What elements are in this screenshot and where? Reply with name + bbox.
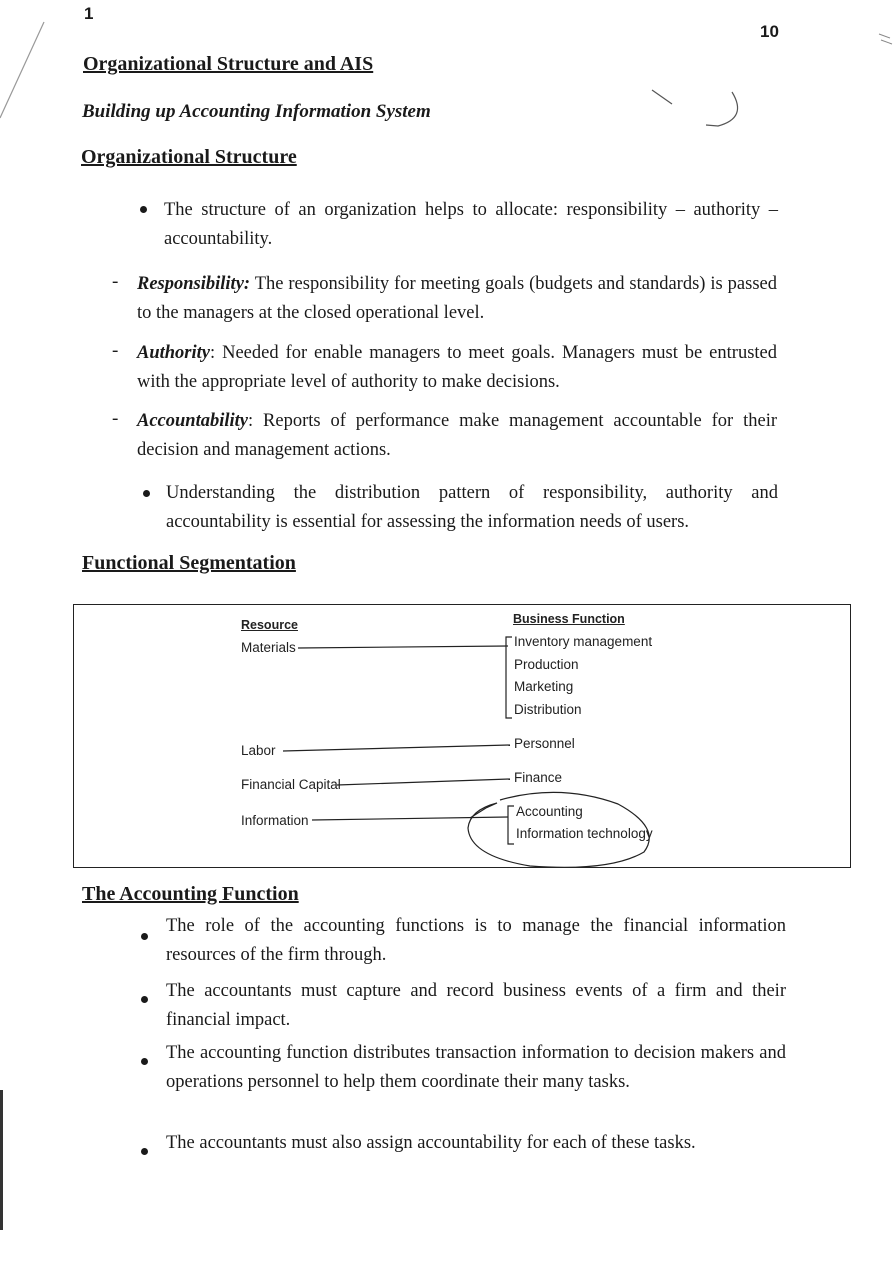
understanding-bullet: Understanding the distribution pattern of responsibility, authority and accountability is essential for assessing the information needs of users.: [166, 483, 778, 532]
responsibility-term: Responsibility:: [137, 274, 251, 294]
resource-information: Information: [241, 813, 309, 828]
section-heading-accounting-function: The Accounting Function: [82, 883, 299, 905]
business-function-header: Business Function: [513, 612, 625, 626]
structure-bullet: The structure of an organization helps to allocate: responsibility – authority – accountability.: [164, 200, 778, 249]
accounting-bullet-3: The accounting function distributes transaction information to decision makers and operations personnel to help them coordinate their many tasks.: [166, 1043, 786, 1092]
function-information-technology: Information technology: [516, 826, 653, 841]
function-production: Production: [514, 657, 579, 672]
function-inventory-management: Inventory management: [514, 634, 653, 649]
bullet-icon: [141, 1148, 148, 1155]
authority-text: : Needed for enable managers to meet goals. Managers must be entrusted with the appropriate level of authority to make decisions.: [137, 343, 777, 392]
function-marketing: Marketing: [514, 679, 574, 694]
bullet-icon: [141, 933, 148, 940]
page-subtitle: Building up Accounting Information System: [82, 101, 431, 122]
page-title: Organizational Structure and AIS: [83, 53, 374, 75]
resource-header: Resource: [241, 618, 298, 632]
function-accounting: Accounting: [516, 804, 583, 819]
section-heading-functional-segmentation: Functional Segmentation: [82, 552, 296, 574]
dash-icon: -: [112, 340, 119, 361]
bullet-icon: [141, 996, 148, 1003]
dash-icon: -: [112, 271, 119, 292]
accountability-text: : Reports of performance make management accountable for their decision and management actions.: [137, 411, 777, 460]
function-distribution: Distribution: [514, 702, 582, 717]
accounting-bullet-2: The accountants must capture and record business events of a firm and their financial impact.: [166, 981, 786, 1030]
dash-icon: -: [112, 408, 119, 429]
bullet-icon: [141, 1058, 148, 1065]
resource-financial-capital: Financial Capital: [241, 777, 341, 792]
responsibility-text: The responsibility for meeting goals (budgets and standards) is passed to the managers at the closed operational level.: [137, 274, 778, 323]
authority-term: Authority: [137, 343, 210, 363]
function-finance: Finance: [514, 770, 563, 785]
function-personnel: Personnel: [514, 736, 575, 751]
resource-labor: Labor: [241, 743, 276, 758]
resource-materials: Materials: [241, 640, 296, 655]
accountability-term: Accountability: [137, 411, 248, 431]
section-heading-organizational-structure: Organizational Structure: [81, 146, 297, 168]
accounting-bullet-1: The role of the accounting functions is to manage the financial information resources of the firm through.: [166, 916, 786, 965]
corner-number: 1: [84, 4, 94, 23]
page-number: 10: [760, 22, 779, 41]
accounting-bullet-4: The accountants must also assign accountability for each of these tasks.: [166, 1133, 696, 1153]
page-edge-line: [0, 1090, 3, 1230]
